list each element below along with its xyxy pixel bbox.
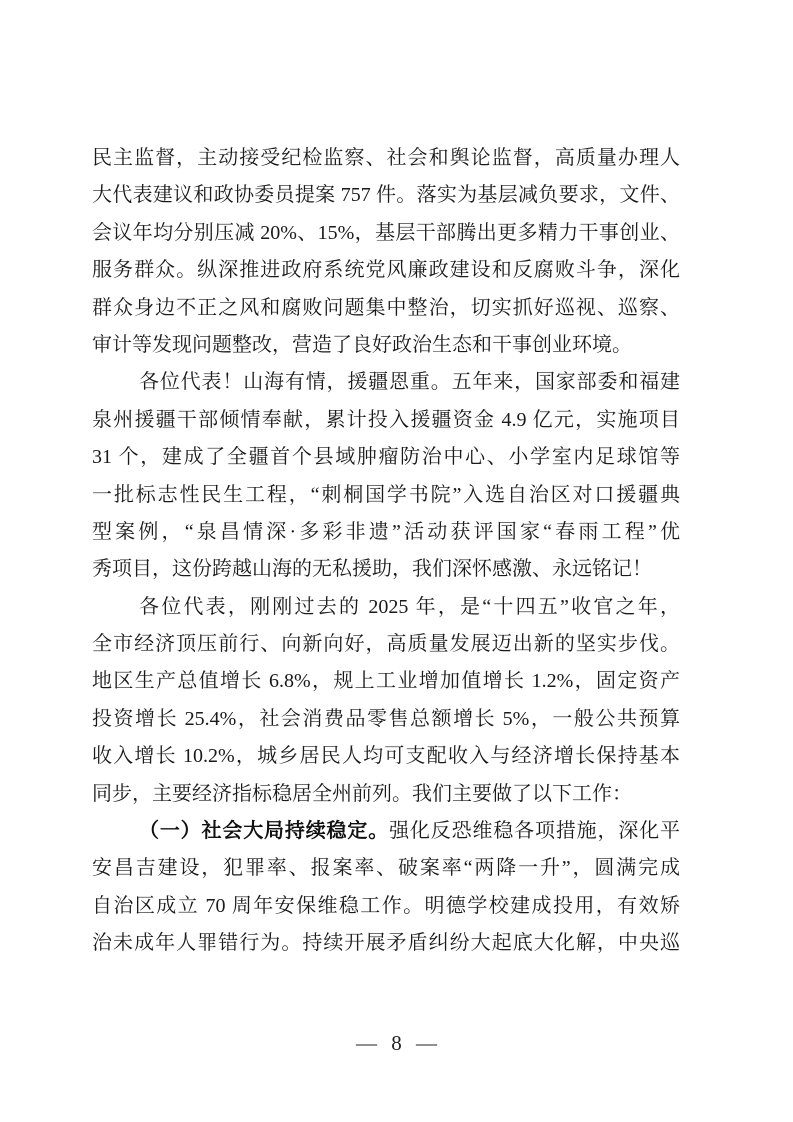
text-line: 同步，主要经济指标稳居全州前列。我们主要做了以下工作：	[92, 782, 632, 805]
text-line: 泉州援疆干部倾情奉献，累计投入援疆资金 4.9 亿元，实施项目	[92, 408, 680, 431]
section-heading: （一）社会大局持续稳定。	[139, 820, 390, 843]
text-line: 收入增长 10.2%，城乡居民人均可支配收入与经济增长保持基本	[92, 745, 680, 768]
page-number: — 8 —	[356, 1031, 437, 1055]
text-line: 各位代表，刚刚过去的 2025 年，是“十四五”收官之年，	[139, 595, 680, 618]
paragraph-xinjiang-aid	[92, 364, 680, 588]
text-line: 群众身边不正之风和腐败问题集中整治，切实抓好巡视、巡察、	[92, 296, 680, 319]
report-body-text	[92, 140, 680, 963]
text-line: 全市经济顶压前行、向新向好，高质量发展迈出新的坚实步伐。	[92, 633, 680, 656]
text-line: 服务群众。纵深推进政府系统党风廉政建设和反腐败斗争，深化	[92, 259, 680, 282]
paragraph-social-stability	[92, 813, 680, 963]
paragraph-supervision	[92, 140, 680, 364]
text-line: 地区生产总值增长 6.8%，规上工业增加值增长 1.2%，固定资产	[92, 670, 680, 693]
text-line: 自治区成立 70 周年安保维稳工作。明德学校建成投用，有效矫	[92, 894, 680, 917]
text-line: 会议年均分别压减 20%、15%，基层干部腾出更多精力干事创业、	[92, 221, 680, 244]
text-line: 治未成年人罪错行为。持续开展矛盾纠纷大起底大化解，中央巡	[92, 932, 680, 955]
text-line: 31 个，建成了全疆首个县域肿瘤防治中心、小学室内足球馆等	[92, 446, 680, 469]
text-line: 型案例，“泉昌情深·多彩非遗”活动获评国家“春雨工程”优	[92, 520, 680, 543]
text-line: 各位代表！山海有情，援疆恩重。五年来，国家部委和福建	[139, 371, 680, 394]
text-line: 一批标志性民生工程，“刺桐国学书院”入选自治区对口援疆典	[92, 483, 680, 506]
text-line: 安昌吉建设，犯罪率、报案率、破案率“两降一升”，圆满完成	[92, 857, 680, 880]
text-line: 秀项目，这份跨越山海的无私援助，我们深怀感激、永远铭记！	[92, 558, 652, 581]
text-line: 大代表建议和政协委员提案 757 件。落实为基层减负要求，文件、	[92, 184, 680, 207]
text-line	[92, 813, 680, 850]
text-line: 审计等发现问题整改，营造了良好政治生态和干事创业环境。	[92, 333, 632, 356]
section-heading-continuation: 强化反恐维稳各项措施，深化平	[389, 820, 680, 843]
text-line: 民主监督，主动接受纪检监察、社会和舆论监督，高质量办理人	[92, 147, 680, 169]
text-line: 投资增长 25.4%，社会消费品零售总额增长 5%，一般公共预算	[92, 707, 680, 730]
paragraph-2025-economy	[92, 589, 680, 813]
